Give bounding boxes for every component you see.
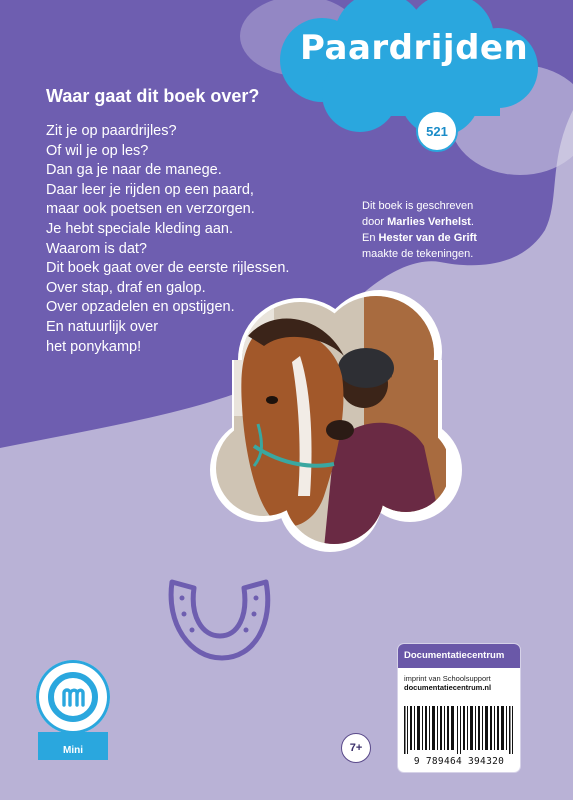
blurb-line: Je hebt speciale kleding aan. — [46, 220, 234, 237]
publisher-imprint: imprint van Schoolsupport — [404, 674, 491, 683]
author-name: Marlies Verhelst — [387, 216, 471, 228]
blurb-line: Zit je op paardrijles? — [46, 123, 177, 139]
blurb-line: Waarom is dat? — [46, 240, 147, 257]
blurb-line: Over stap, draf en galop. — [46, 279, 206, 296]
credits-line: Dit boek is geschreven — [362, 200, 474, 212]
series-number-badge: 521 — [416, 110, 458, 152]
publisher-name: Documentatiecentrum — [398, 644, 520, 668]
blurb-line: het ponykamp! — [46, 338, 142, 355]
age-badge: 7+ — [341, 733, 371, 763]
credits-line: maakte de tekeningen. — [362, 248, 474, 260]
m-logo-icon — [36, 660, 110, 734]
blurb-line: Daar leer je rijden op een paard, — [46, 181, 254, 198]
credits — [362, 198, 532, 262]
blurb-line: Of wil je op les? — [46, 142, 149, 159]
series-title: Paardrijden — [300, 28, 529, 68]
pony-photo — [214, 296, 446, 548]
blurb-line: En natuurlijk over — [46, 318, 159, 335]
publisher-barcode-box — [398, 644, 520, 772]
level-label: Mini — [38, 732, 108, 760]
blurb-line: Over opzadelen en opstijgen. — [46, 299, 235, 316]
horseshoe-icon — [160, 568, 280, 668]
blurb-line: Dit boek gaat over de eerste rijlessen. — [46, 260, 290, 277]
barcode-icon — [404, 706, 514, 754]
credits-line: door Marlies Verhelst. — [362, 216, 474, 228]
blurb-heading: Waar gaat dit boek over? — [46, 86, 260, 106]
blurb-line: maar ook poetsen en verzorgen. — [46, 201, 255, 218]
illustrator-name: Hester van de Grift — [378, 232, 477, 244]
blurb-line: Dan ga je naar de manege. — [46, 162, 222, 179]
isbn-number: 9 789464 394320 — [413, 756, 505, 767]
publisher-url: documentatiecentrum.nl — [404, 683, 492, 692]
credits-line: En Hester van de Grift — [362, 232, 477, 244]
series-logo — [36, 660, 110, 760]
